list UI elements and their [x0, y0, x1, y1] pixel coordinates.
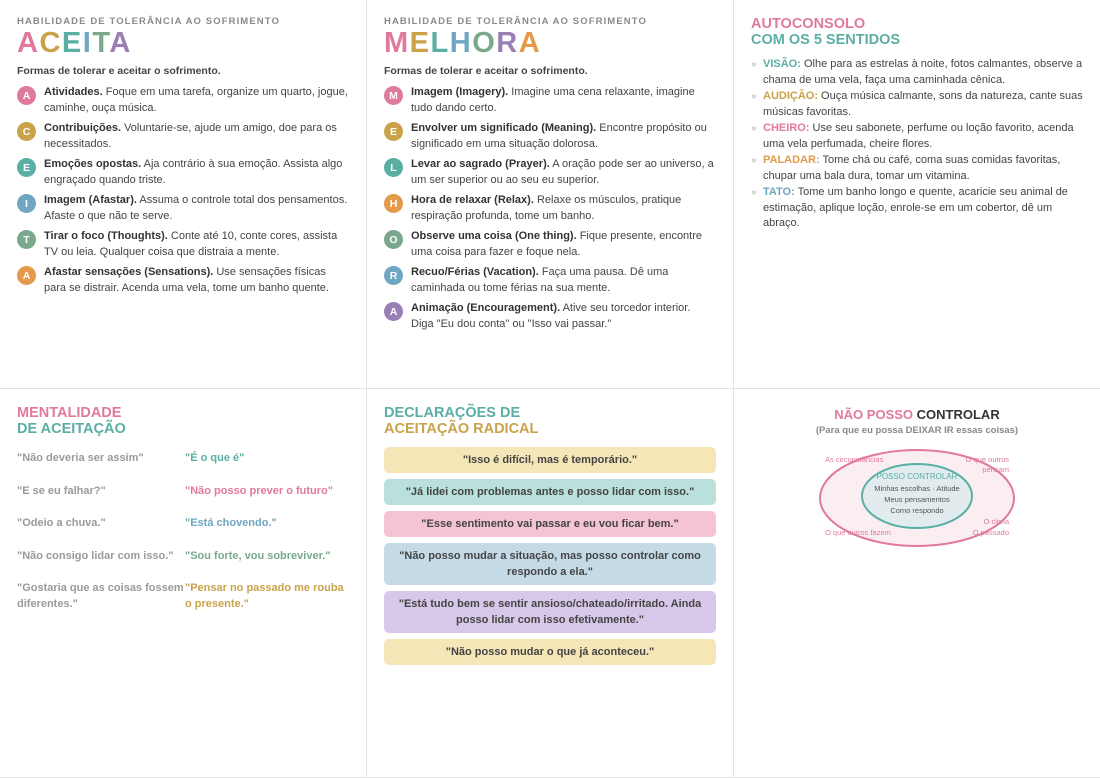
inner-line-3: Como respondo	[890, 506, 944, 515]
melhora-item-term: Envolver um significado (Meaning).	[411, 122, 597, 134]
melhora-letter-circle: L	[384, 158, 403, 177]
sense-text	[763, 121, 1083, 152]
melhora-title-letter: M	[384, 27, 410, 59]
melhora-letter-circle: A	[384, 302, 403, 321]
melhora-item-desc: Encontre propósito ou significado em uma situação dolorosa.	[411, 122, 707, 150]
melhora-item	[384, 157, 716, 188]
mindset-from: "Gostaria que as coisas fossem diferentes."	[17, 582, 184, 610]
aceita-item-term: Afastar sensações (Sensations).	[44, 266, 214, 278]
melhora-item-desc: Relaxe os músculos, pratique respiração profunda, tome um banho.	[411, 194, 682, 222]
sense-item	[751, 89, 1083, 120]
melhora-item-text	[411, 229, 716, 260]
mindset-row	[17, 484, 349, 500]
melhora-item	[384, 193, 716, 224]
aceita-item	[17, 229, 349, 260]
declaration-card: "Não posso mudar a situação, mas posso controlar como respondo a ela."	[384, 543, 716, 585]
autoconsolo-title-line1: AUTOCONSOLO	[751, 16, 866, 32]
melhora-letter-circle: E	[384, 122, 403, 141]
sense-item	[751, 185, 1083, 232]
aceita-letter-circle: A	[17, 266, 36, 285]
declaration-card: "Já lidei com problemas antes e posso lidar com isso."	[384, 479, 716, 505]
sense-desc: Tome chá ou café, coma suas comidas favoritas, chupar uma bala dura, tomar um vitamina.	[763, 154, 1061, 182]
melhora-item	[384, 229, 716, 260]
sense-desc: Use seu sabonete, perfume ou loção favorito, acenda uma vela perfumada, cheire flores.	[763, 122, 1074, 150]
aceita-title-letter: A	[109, 27, 132, 59]
melhora-kicker: HABILIDADE DE TOLERÂNCIA AO SOFRIMENTO	[384, 16, 647, 27]
melhora-title-letter: E	[409, 27, 431, 59]
declaracoes-title-line2: ACEITAÇÃO RADICAL	[384, 421, 539, 437]
melhora-title-letter: L	[430, 27, 450, 59]
mindset-row	[17, 516, 349, 532]
melhora-letter-circle: R	[384, 266, 403, 285]
aceita-letter-circle: A	[17, 86, 36, 105]
sense-text	[763, 89, 1083, 120]
declaracoes-panel	[367, 389, 734, 778]
melhora-item-term: Animação (Encouragement).	[411, 302, 561, 314]
declaracoes-title-line1: DECLARAÇÕES DE	[384, 405, 521, 421]
aceita-item	[17, 157, 349, 188]
inner-line-1: Minhas escolhas · Atitude	[874, 484, 960, 493]
mindset-to: "Não posso prever o futuro"	[185, 484, 333, 497]
mindset-to: "Pensar no passado me rouba o presente."	[185, 582, 344, 610]
mindset-from: "Odeio a chuva."	[17, 517, 106, 529]
melhora-item-desc: Fique presente, encontre uma coisa para fazer e foque nela.	[411, 230, 703, 258]
aceita-item	[17, 193, 349, 224]
aceita-item-desc: Assuma o controle total dos pensamentos. Afaste o que não te serve.	[44, 194, 348, 222]
aceita-item-term: Tirar o foco (Thoughts).	[44, 230, 168, 242]
aceita-title-letter: T	[92, 27, 110, 59]
mindset-row	[17, 451, 349, 467]
sense-text	[763, 57, 1083, 88]
melhora-item-text	[411, 193, 716, 224]
aceita-title-letter: A	[17, 27, 40, 59]
melhora-item-text	[411, 265, 716, 296]
mindset-rows	[17, 451, 349, 612]
melhora-title-letter: O	[472, 27, 497, 59]
sense-text	[763, 185, 1083, 232]
melhora-item	[384, 121, 716, 152]
outer-label-others-think-2: pensam	[982, 465, 1009, 474]
aceita-letter-circle: T	[17, 230, 36, 249]
mindset-to: "Está chovendo."	[185, 517, 277, 529]
melhora-panel	[367, 0, 734, 389]
aceita-item-desc: Use sensações físicas para se distrair. Acenda uma vela, tome um banho quente.	[44, 266, 329, 294]
mentalidade-title-line2: DE ACEITAÇÃO	[17, 421, 126, 437]
aceita-item-term: Emoções opostas.	[44, 158, 142, 170]
aceita-list	[17, 85, 349, 296]
mentalidade-title-line1: MENTALIDADE	[17, 405, 122, 421]
sense-desc: Olhe para as estrelas à noite, fotos calmantes, observe a chama de uma vela, faça uma caminhada cênica.	[763, 58, 1083, 86]
melhora-item-term: Hora de relaxar (Relax).	[411, 194, 534, 206]
mindset-to: "É o que é"	[185, 452, 245, 464]
melhora-item-desc: Ative seu torcedor interior. Diga "Eu dou conta" ou "Isso vai passar."	[411, 302, 691, 330]
nao-posso-title-part1: NÃO POSSO	[834, 407, 914, 422]
melhora-letter-circle: M	[384, 86, 403, 105]
nao-posso-title-part2: CONTROLAR	[916, 407, 1000, 422]
outer-label-others-think-1: O que outros	[965, 455, 1009, 464]
melhora-item-text	[411, 121, 716, 152]
melhora-title-letter: R	[496, 27, 519, 59]
aceita-kicker: HABILIDADE DE TOLERÂNCIA AO SOFRIMENTO	[17, 16, 280, 27]
aceita-letter-circle: I	[17, 194, 36, 213]
melhora-item	[384, 265, 716, 296]
melhora-item-text	[411, 157, 716, 188]
melhora-item	[384, 85, 716, 116]
mindset-from: "Não deveria ser assim"	[17, 452, 144, 464]
aceita-item-term: Atividades.	[44, 86, 103, 98]
declaracoes-title	[384, 405, 716, 437]
mindset-row	[17, 549, 349, 565]
aceita-item-term: Imagem (Afastar).	[44, 194, 137, 206]
aceita-item-term: Contribuições.	[44, 122, 122, 134]
declarations-list	[384, 447, 716, 665]
melhora-letter-circle: H	[384, 194, 403, 213]
senses-list	[751, 57, 1083, 232]
melhora-item-term: Recuo/Férias (Vacation).	[411, 266, 539, 278]
sense-label: AUDIÇÃO:	[763, 90, 818, 102]
autoconsolo-title-line2: COM OS 5 SENTIDOS	[751, 32, 901, 48]
melhora-item-desc: A oração pode ser ao universo, a um ser superior ou ao seu eu superior.	[411, 158, 714, 186]
outer-label-past: O passado	[972, 528, 1009, 537]
sense-label: VISÃO:	[763, 58, 801, 70]
aceita-item-text	[44, 265, 349, 296]
melhora-list	[384, 85, 716, 332]
sense-item	[751, 153, 1083, 184]
mindset-to: "Sou forte, vou sobreviver."	[185, 549, 331, 562]
inner-title: POSSO CONTROLAR	[876, 472, 958, 481]
sense-desc: Ouça música calmante, sons da natureza, cante suas músicas favoritas.	[763, 90, 1083, 118]
sense-label: PALADAR:	[763, 154, 820, 166]
aceita-letter-circle: E	[17, 158, 36, 177]
mindset-from: "E se eu falhar?"	[17, 484, 106, 497]
aceita-item-desc: Voluntarie-se, ajude um amigo, doe para os necessitados.	[44, 122, 337, 150]
melhora-item-text	[411, 301, 716, 332]
aceita-letter-circle: C	[17, 122, 36, 141]
chevron-right-icon: »	[751, 59, 757, 70]
outer-label-others-do: O que outros fazem	[825, 528, 891, 537]
melhora-item-term: Imagem (Imagery).	[411, 86, 509, 98]
nao-posso-subtitle: (Para que eu possa DEIXAR IR essas coisas)	[815, 425, 1019, 436]
mindset-from: "Não consigo lidar com isso."	[17, 549, 174, 562]
melhora-subtitle: Formas de tolerar e aceitar o sofrimento.	[384, 65, 588, 77]
aceita-item-desc: Aja contrário à sua emoção. Assista algo engraçado quando triste.	[44, 158, 343, 186]
chevron-right-icon: »	[751, 123, 757, 134]
aceita-item-text	[44, 121, 349, 152]
aceita-item-desc: Foque em uma tarefa, organize um quarto, jogue, caminhe, ouça música.	[44, 86, 348, 114]
sense-desc: Tome um banho longo e quente, acaricie seu animal de estimação, aplique loção, enrole-se em um cobertor, dê um abraço.	[763, 186, 1068, 229]
declaration-card: "Não posso mudar o que já aconteceu."	[384, 639, 716, 665]
sense-item	[751, 57, 1083, 88]
aceita-subtitle: Formas de tolerar e aceitar o sofrimento.	[17, 65, 221, 77]
aceita-item-text	[44, 193, 349, 224]
mindset-row	[17, 581, 349, 612]
aceita-title-letter: C	[39, 27, 62, 59]
aceita-title-letter: E	[61, 27, 83, 59]
melhora-item-text	[411, 85, 716, 116]
aceita-title	[17, 28, 349, 58]
declaration-card: "Está tudo bem se sentir ansioso/chateado/irritado. Ainda posso lidar com isso efetivamente."	[384, 591, 716, 633]
nao-posso-panel	[734, 389, 1100, 778]
chevron-right-icon: »	[751, 155, 757, 166]
melhora-item-desc: Faça uma pausa. Dê uma caminhada ou tome férias na sua mente.	[411, 266, 669, 294]
aceita-item	[17, 121, 349, 152]
autoconsolo-title	[751, 16, 1083, 48]
chevron-right-icon: »	[751, 91, 757, 102]
melhora-item-term: Levar ao sagrado (Prayer).	[411, 158, 550, 170]
sense-text	[763, 153, 1083, 184]
outer-label-circumstances: As circunstâncias	[825, 455, 884, 464]
aceita-item-text	[44, 157, 349, 188]
mentalidade-title	[17, 405, 349, 437]
aceita-item-text	[44, 85, 349, 116]
sense-label: TATO:	[763, 186, 795, 198]
melhora-item	[384, 301, 716, 332]
aceita-panel	[0, 0, 367, 389]
declaration-card: "Isso é difícil, mas é temporário."	[384, 447, 716, 473]
melhora-title-letter: H	[449, 27, 473, 59]
declaration-card: "Esse sentimento vai passar e eu vou ficar bem."	[384, 511, 716, 537]
sense-item	[751, 121, 1083, 152]
melhora-title-letter: A	[518, 27, 542, 59]
aceita-item-text	[44, 229, 349, 260]
chevron-right-icon: »	[751, 187, 757, 198]
control-circles-diagram	[817, 446, 1017, 550]
aceita-item	[17, 85, 349, 116]
aceita-item-desc: Conte até 10, conte cores, assista TV ou leia. Qualquer coisa que distraia a mente.	[44, 230, 338, 258]
sense-label: CHEIRO:	[763, 122, 810, 134]
inner-line-2: Meus pensamentos	[884, 495, 950, 504]
autoconsolo-panel	[734, 0, 1100, 389]
nao-posso-title	[751, 407, 1083, 422]
aceita-title-letter: I	[82, 27, 93, 59]
melhora-title	[384, 28, 716, 58]
mentalidade-panel	[0, 389, 367, 778]
melhora-item-desc: Imagine uma cena relaxante, imagine tudo dando certo.	[411, 86, 695, 114]
aceita-item	[17, 265, 349, 296]
melhora-letter-circle: O	[384, 230, 403, 249]
outer-label-weather: O clima	[983, 517, 1009, 526]
melhora-item-term: Observe uma coisa (One thing).	[411, 230, 577, 242]
